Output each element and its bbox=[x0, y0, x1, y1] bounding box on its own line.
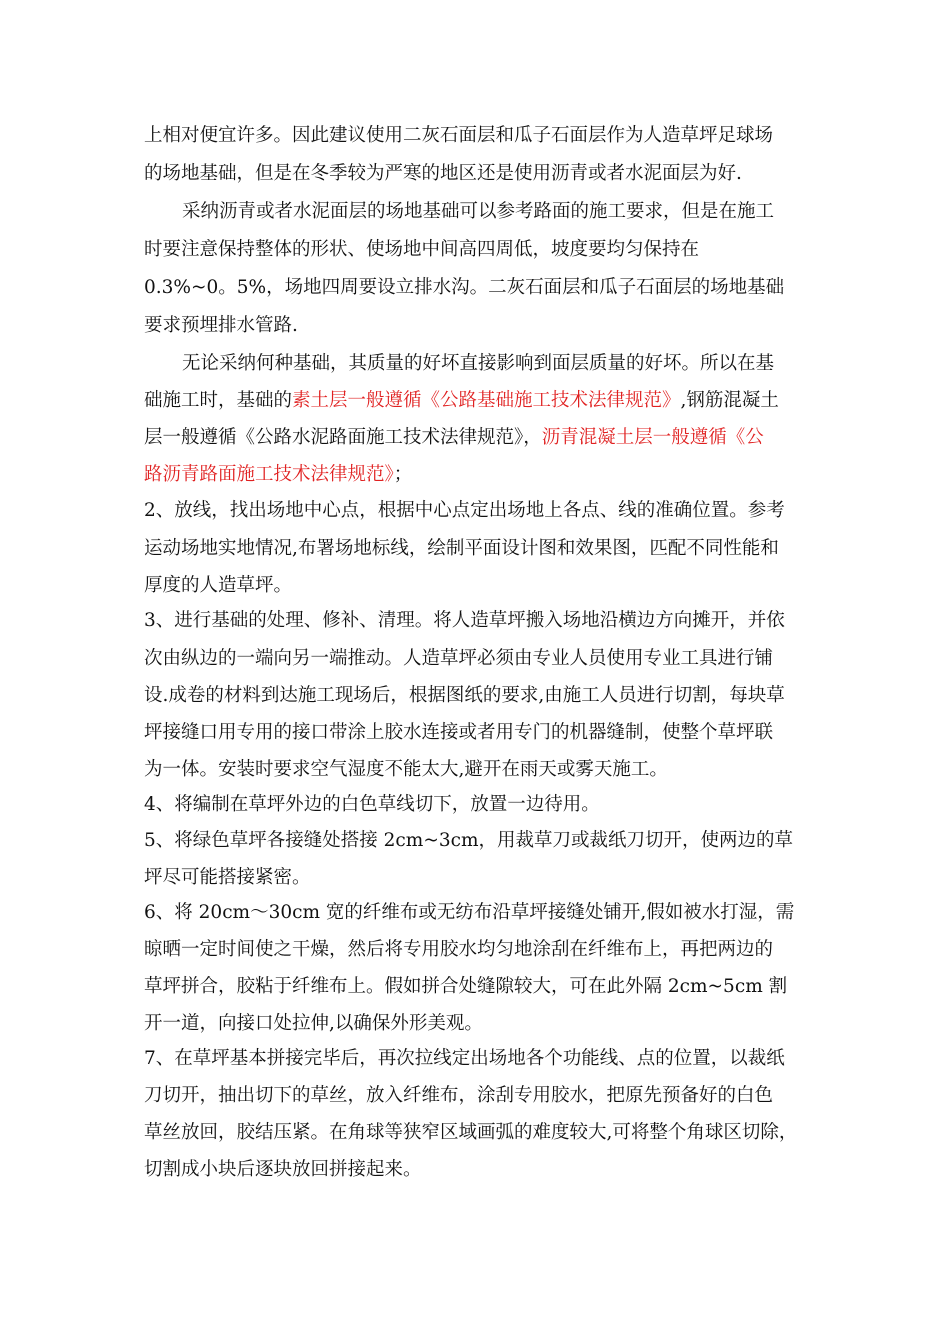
text-line: 要求预埋排水管路. bbox=[144, 315, 298, 336]
text-line: 4、将编制在草坪外边的白色草线切下，放置一边待用。 bbox=[144, 794, 600, 815]
text-line: 草坪拼合，胶粘于纤维布上。假如拼合处缝隙较大，可在此外隔 2cm~5cm 割 bbox=[144, 976, 788, 997]
text-line: 为一体。安装时要求空气湿度不能太大,避开在雨天或雾天施工。 bbox=[144, 759, 668, 780]
text-line: 的场地基础，但是在冬季较为严寒的地区还是使用沥青或者水泥面层为好. bbox=[144, 163, 742, 184]
text-line: 无论采纳何种基础，其质量的好坏直接影响到面层质量的好坏。所以在基 bbox=[182, 353, 775, 374]
text-line: 设.成卷的材料到达施工现场后，根据图纸的要求,由施工人员进行切割，每块草 bbox=[144, 685, 785, 706]
text-line bbox=[144, 426, 764, 450]
text-line: 2、放线，找出场地中心点，根据中心点定出场地上各点、线的准确位置。参考 bbox=[144, 500, 785, 521]
text-line: 开一道，向接口处拉伸,以确保外形美观。 bbox=[144, 1013, 483, 1034]
text-line: 刀切开，抽出切下的草丝，放入纤维布，涂刮专用胶水，把原先预备好的白色 bbox=[144, 1085, 774, 1106]
highlighted-text: 素土层一般遵循《公路基础施工技术法律规范》 bbox=[292, 390, 681, 411]
text-span: 础施工时，基础的 bbox=[144, 390, 293, 411]
text-line: 时要注意保持整体的形状、使场地中间高四周低，坡度要均匀保持在 bbox=[144, 239, 700, 260]
text-line: 5、将绿色草坪各接缝处搭接 2cm~3cm，用裁草刀或裁纸刀切开，使两边的草 bbox=[144, 830, 794, 851]
text-span: 层一般遵循《公路水泥路面施工技术法律规范》， bbox=[144, 427, 542, 448]
text-line bbox=[144, 463, 412, 487]
text-line: 次由纵边的一端向另一端推动。人造草坪必须由专业人员使用专业工具进行铺 bbox=[144, 648, 774, 669]
text-line: 坪尽可能搭接紧密。 bbox=[144, 867, 311, 888]
text-line: 草丝放回，胶结压紧。在角球等狭窄区域画弧的难度较大,可将整个角球区切除， bbox=[144, 1122, 798, 1143]
text-line: 3、进行基础的处理、修补、清理。将人造草坪搬入场地沿横边方向摊开，并依 bbox=[144, 610, 785, 631]
highlighted-text: 路沥青路面施工技术法律规范》 bbox=[144, 464, 394, 485]
highlighted-text: 沥青混凝土层一般遵循《公 bbox=[541, 427, 764, 448]
text-line: 7、在草坪基本拼接完毕后，再次拉线定出场地各个功能线、点的位置，以裁纸 bbox=[144, 1048, 785, 1069]
text-line: 切割成小块后逐块放回拼接起来。 bbox=[144, 1159, 422, 1180]
text-line: 坪接缝口用专用的接口带涂上胶水连接或者用专门的机器缝制，使整个草坪联 bbox=[144, 722, 774, 743]
text-line: 0.3%~0。5%，场地四周要设立排水沟。二灰石面层和瓜子石面层的场地基础 bbox=[144, 277, 785, 298]
text-line: 运动场地实地情况,布署场地标线，绘制平面设计图和效果图，匹配不同性能和 bbox=[144, 538, 779, 559]
text-span: ,钢筋混凝土 bbox=[680, 390, 779, 411]
text-line: 厚度的人造草坪。 bbox=[144, 575, 293, 596]
text-line: 上相对便宜许多。因此建议使用二灰石面层和瓜子石面层作为人造草坪足球场 bbox=[144, 125, 774, 146]
text-line: 6、将 20cm～30cm 宽的纤维布或无纺布沿草坪接缝处铺开,假如被水打湿，需 bbox=[144, 902, 795, 923]
text-span: ； bbox=[393, 464, 413, 485]
text-line: 晾晒一定时间使之干燥，然后将专用胶水均匀地涂刮在纤维布上，再把两边的 bbox=[144, 939, 774, 960]
text-line bbox=[144, 389, 779, 413]
text-line: 采纳沥青或者水泥面层的场地基础可以参考路面的施工要求，但是在施工 bbox=[182, 201, 775, 222]
